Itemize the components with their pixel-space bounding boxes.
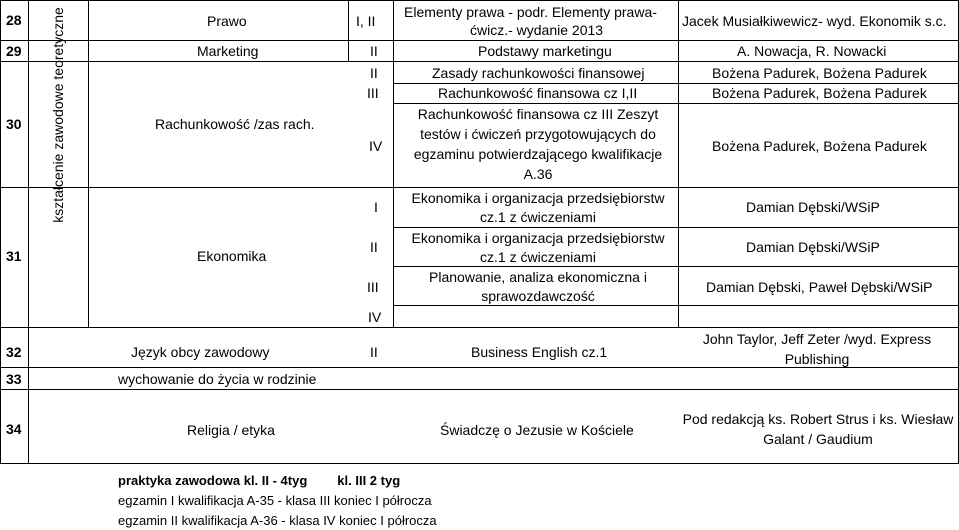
book-title: Planowanie, analiza ekonomiczna i sprawozdawczość	[429, 269, 647, 304]
book-author: Damian Dębski, Paweł Dębski/WSiP	[706, 279, 933, 295]
class-label: II	[370, 239, 378, 255]
book-title: Rachunkowość finansowa cz III Zeszyt testów i ćwiczeń przygotowujących do egzaminu potwierdzającego kwalifikacje A.36	[413, 106, 663, 182]
book-title: Ekonomika i organizacja przedsiębiorstw cz.1 z ćwiczeniami	[411, 190, 665, 225]
class-label: II	[370, 43, 378, 59]
subject-name: Ekonomika	[197, 248, 267, 264]
book-title: Ekonomika i organizacja przedsiębiorstw cz.1 z ćwiczeniami	[411, 230, 665, 265]
row-number: 32	[6, 344, 22, 360]
book-title: Podstawy marketingu	[478, 43, 612, 59]
row-number: 29	[6, 43, 22, 59]
book-author: Bożena Padurek, Bożena Padurek	[712, 138, 927, 154]
row-number: 31	[6, 248, 22, 264]
exam-note: egzamin I kwalifikacja A-35 - klasa III koniec I półrocza	[118, 493, 432, 508]
subject-name: Prawo	[207, 13, 247, 29]
class-label: III	[367, 85, 379, 101]
subject-name: Religia / etyka	[187, 422, 275, 438]
exam-note: egzamin II kwalifikacja A-36 - klasa IV koniec I półrocza	[118, 513, 437, 528]
class-label: IV	[368, 309, 382, 325]
book-title: Zasady rachunkowości finansowej	[432, 65, 645, 81]
section-side-label: kształcenie zawodowe teoretyczne	[50, 7, 66, 223]
book-title: ćwicz.- wydanie 2013	[470, 22, 604, 38]
book-author: Bożena Padurek, Bożena Padurek	[712, 85, 927, 101]
book-author: Damian Dębski/WSiP	[746, 239, 880, 255]
book-author: A. Nowacja, R. Nowacki	[737, 43, 887, 59]
subject-name: Język obcy zawodowy	[131, 344, 270, 360]
book-author: John Taylor, Jeff Zeter /wyd. Express Publishing	[702, 331, 932, 367]
book-author: Pod redakcją ks. Robert Strus i ks. Wiesław Galant / Gaudium	[682, 411, 954, 447]
book-author: Bożena Padurek, Bożena Padurek	[712, 65, 927, 81]
book-title: Rachunkowość finansowa cz I,II	[438, 85, 638, 101]
class-label: III	[367, 279, 379, 295]
row-number: 28	[6, 12, 22, 28]
class-label: II	[370, 344, 378, 360]
class-label: I, II	[356, 13, 376, 29]
class-label: IV	[369, 138, 383, 154]
book-author: Jacek Musiałkiwewicz- wyd. Ekonomik s.c.	[682, 13, 947, 29]
subject-name: wychowanie do życia w rodzinie	[118, 371, 317, 387]
class-label: I	[374, 199, 378, 215]
subject-name: Rachunkowość /zas rach.	[155, 116, 315, 132]
class-label: II	[370, 65, 378, 81]
subject-name: Marketing	[197, 43, 259, 59]
row-number: 33	[6, 371, 22, 387]
book-title: Świadczę o Jezusie w Kościele	[440, 422, 634, 438]
row-number: 30	[6, 116, 22, 132]
book-title: Elementy prawa - podr. Elementy prawa-	[404, 4, 657, 20]
book-title: Business English cz.1	[471, 344, 608, 360]
row-number: 34	[6, 421, 22, 437]
book-author: Damian Dębski/WSiP	[746, 199, 880, 215]
practice-note: praktyka zawodowa kl. II - 4tyg kl. III 2 tyg	[118, 473, 401, 488]
